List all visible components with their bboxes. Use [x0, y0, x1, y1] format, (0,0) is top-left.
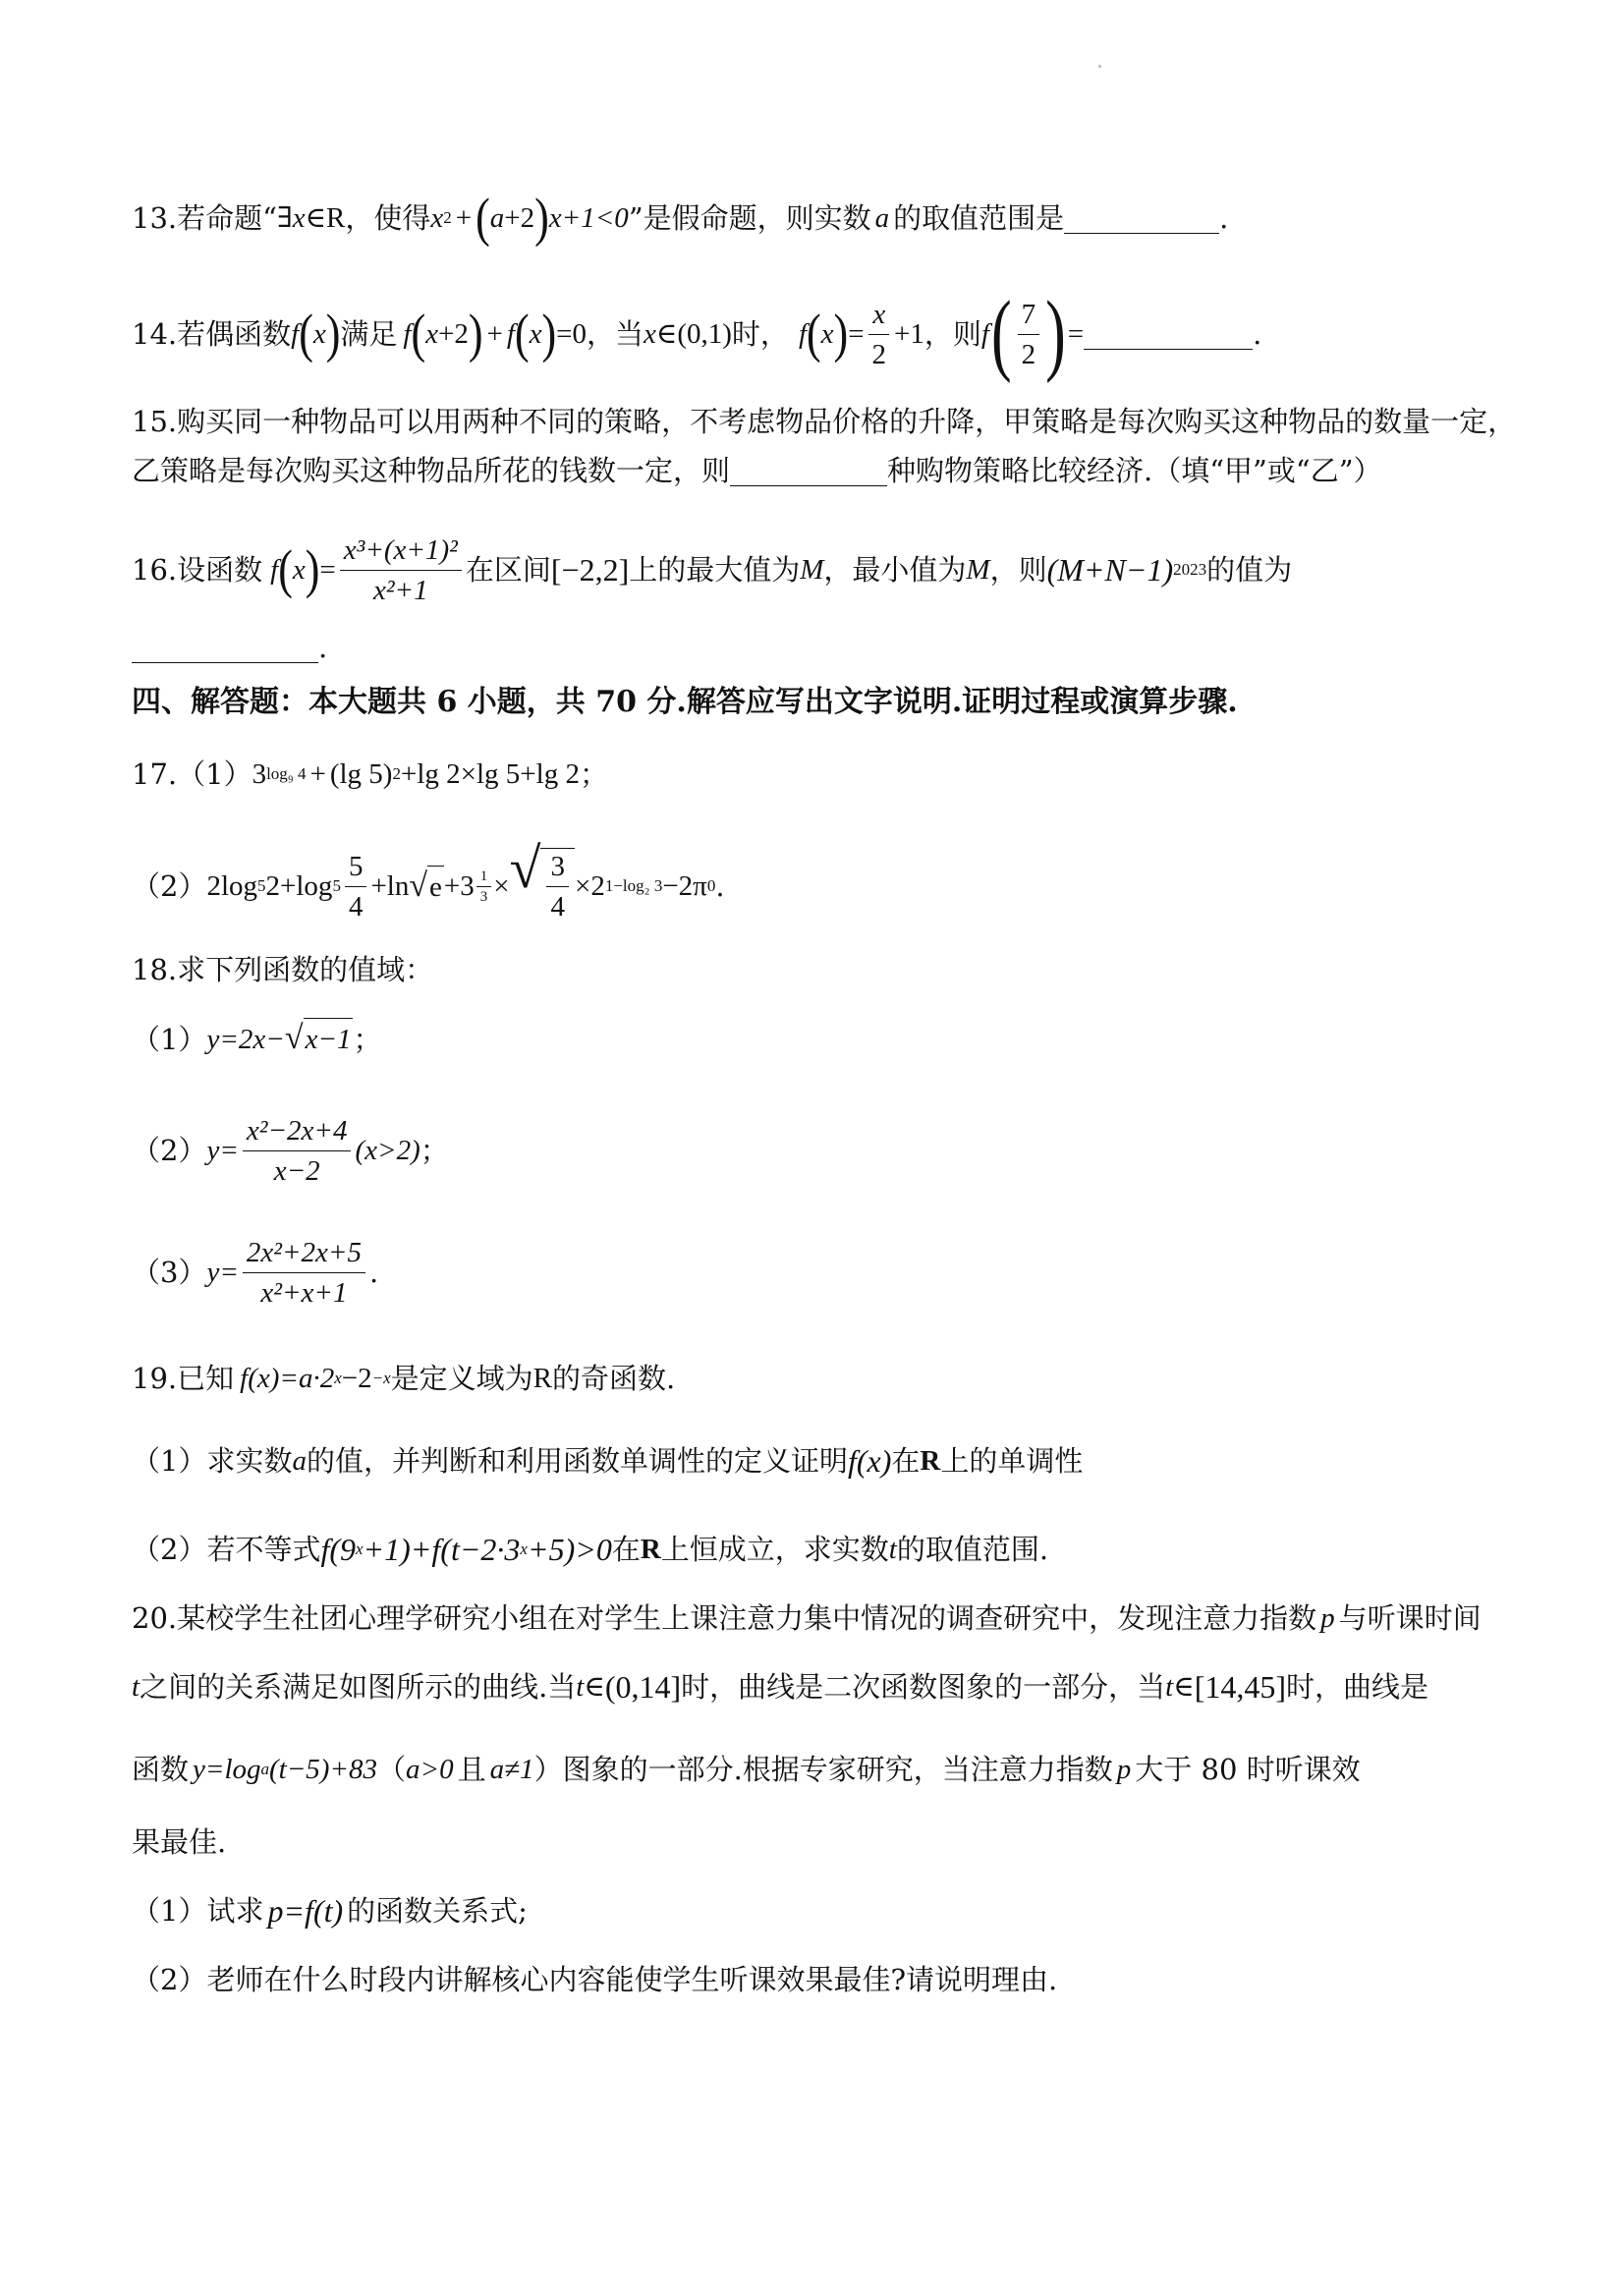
- answer-blank-14[interactable]: [1084, 319, 1253, 350]
- answer-blank-13[interactable]: [1064, 203, 1219, 234]
- q13-number: 13.: [132, 201, 178, 235]
- answer-blank-15[interactable]: [730, 456, 887, 486]
- sqrt-x-minus-1: √ x−1: [285, 1018, 354, 1060]
- question-19: 19. 已知 f(x)=a·2 x −2 −x 是定义域为 R 的奇函数.: [132, 1362, 676, 1395]
- question-16-blank-line: .: [132, 627, 1505, 668]
- question-20-line-1: 20.某校学生社团心理学研究小组在对学生上课注意力集中情况的调查研究中，发现注意力指数 p 与听课时间: [132, 1601, 1482, 1635]
- question-20-part-2: （2）老师在什么时段内讲解核心内容能使学生听课效果最佳?请说明理由.: [132, 1963, 1058, 1996]
- question-17-part-2: （2） 2log 5 2+log 5 $\frac{5}{4}$ +ln √ e +3 $\frac{1}{3}$ × √ $\frac{3}{4}$ ×2 1−log₂ 3 −2π 0 .: [132, 836, 725, 923]
- question-19-part-1: （1）求实数 a 的值，并判断和利用函数单调性的定义证明 f(x) 在 R 上的单调性: [132, 1443, 1084, 1479]
- fraction-5-over-4: $\frac{5}{4}$: [345, 849, 367, 924]
- exponent-1-over-3: $\frac{1}{3}$: [476, 868, 492, 905]
- question-14: 14. 若偶函数 f ( x ) 满足 f ( x +2 ) + f ( x ) =0 ，当 x ∈ (0,1) 时， f ( x ) = $\frac{x}{2}$ +1 ，则 f ( $\frac{7}{2}$ ) = .: [132, 284, 1262, 384]
- question-13: 13. 若命题“ ∃ x ∈ R ，使得 x 2 + ( a +2 ) x+1<0 ”是假命题，则实数 a 的取值范围是 .: [132, 187, 1229, 248]
- question-18-part-3: （3） y= $\frac{\text{2x²+2x+5}}{\text{x²+x+1}}$ .: [132, 1236, 379, 1309]
- question-20-line-3: 函数 y=log a (t−5)+83 （ a>0 且 a≠1 ）图象的一部分.根据专家研究，当注意力指数 p 大于 80 时听课效: [132, 1753, 1361, 1786]
- question-19-part-2: （2）若不等式 f(9 x +1)+f(t−2·3 x +5)>0 在 R 上恒成立，求实数 t 的取值范围.: [132, 1532, 1049, 1567]
- section-4-heading: 四、解答题：本大题共 6 小题，共 70 分.解答应写出文字说明.证明过程或演算步骤.: [132, 685, 1238, 719]
- question-20-part-1: （1）试求 p=f(t) 的函数关系式;: [132, 1893, 528, 1929]
- q18-3-fraction: $\frac{\text{2x²+2x+5}}{\text{x²+x+1}}$: [243, 1235, 365, 1311]
- sqrt-3-over-4: √ $\frac{3}{4}$: [510, 848, 575, 924]
- q16-number: 16.: [132, 553, 178, 587]
- question-18-part-1: （1） y=2x− √ x−1 ；: [132, 1018, 1505, 1060]
- question-18-title: 18.求下列函数的值域：: [132, 953, 434, 986]
- fraction-7-over-2: $\frac{7}{2}$: [1018, 297, 1040, 372]
- q16-fraction: $\frac{\text{x³+(x+1)²}}{\text{x²+1}}$: [340, 532, 462, 608]
- q18-2-fraction: $\frac{\text{x²−2x+4}}{x-2}$: [243, 1113, 352, 1189]
- sqrt-e: √ e: [409, 866, 444, 908]
- answer-blank-16[interactable]: [132, 633, 318, 663]
- question-16: 16. 设函数 f ( x ) = $\frac{\text{x³+(x+1)²}}{\text{x²+1}}$ 在区间 [−2,2] 上的最大值为 M ，最小值为 M ，则 (M+N−1) 2023 的值为: [132, 533, 1293, 606]
- question-20-line-2: t 之间的关系满足如图所示的曲线.当 t ∈ (0,14] 时，曲线是二次函数图象的一部分，当 t ∈ [14,45] 时，曲线是: [132, 1669, 1429, 1705]
- question-20-line-4: 果最佳.: [132, 1825, 227, 1859]
- question-17-part-1: 17. （1） 3 log₉ 4 + (lg 5) 2 +lg 2×lg 5+lg 2 ；: [132, 757, 608, 791]
- q14-number: 14.: [132, 317, 178, 351]
- scan-speck: [1098, 65, 1101, 68]
- question-15-line-1: 15.购买同一种物品可以用两种不同的策略，不考虑物品价格的升降，甲策略是每次购买这种物品的数量一定，: [132, 405, 1517, 438]
- question-15-line-2: 乙策略是每次购买这种物品所花的钱数一定，则 种购物策略比较经济.（填“甲”或“乙”）: [132, 454, 1382, 487]
- fraction-x-over-2: $\frac{x}{2}$: [868, 297, 891, 372]
- question-18-part-2: （2） y= $\frac{\text{x²−2x+4}}{x-2}$ (x>2) ；: [132, 1114, 449, 1187]
